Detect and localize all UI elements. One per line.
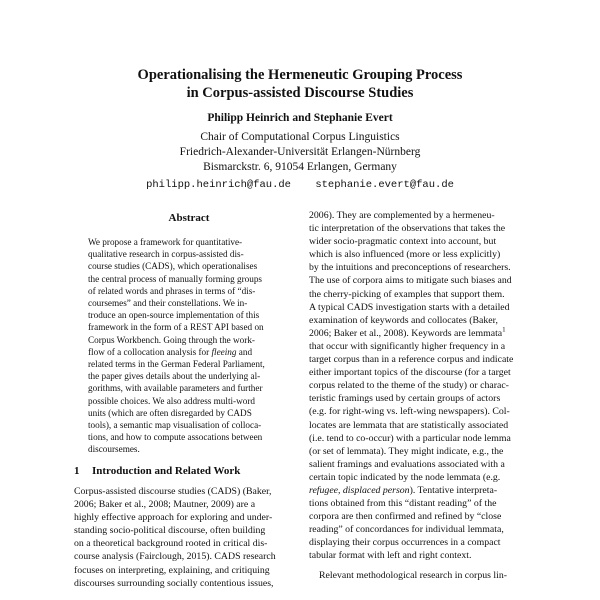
body-line: (or set of lemmata). They might indicate, e.g., the (309, 445, 504, 457)
paper-title-line-1: Operationalising the Hermeneutic Grouping Process (137, 67, 463, 83)
abstract-heading: Abstract (168, 212, 210, 224)
body-line: (e.g. for right-wing vs. left-wing newspapers). Col- (309, 406, 510, 418)
body-line: tic interpretation of the observations that takes the (309, 223, 506, 235)
body-line: examination of keywords and collocates (Baker, (309, 314, 498, 326)
body-line: displaying their corpus occurrences in a compact (309, 537, 501, 549)
authors: Philipp Heinrich and Stephanie Evert (207, 112, 393, 124)
body-line: teristic framings used by certain groups of actors (309, 393, 501, 405)
affiliation-line-1: Chair of Computational Corpus Linguistics (200, 131, 400, 143)
abstract-line: possible choices. We also address multi-word (88, 395, 255, 406)
body-line: tabular format with left and right context. (309, 550, 472, 562)
section-heading (74, 465, 304, 477)
body-line: (i.e. tend to co-occur) with a particular node lemma (309, 432, 511, 444)
body-line: on a theoretical background rooted in critical dis- (74, 538, 268, 550)
abstract-line-prefix: flow of a collocation analysis for (88, 346, 212, 357)
abstract-line: of related words and phrases in terms of “dis- (88, 285, 256, 296)
body-line: which is also influenced (more or less explicitly) (309, 249, 501, 261)
body-line: Relevant methodological research in corpus lin- (319, 569, 507, 581)
body-line: The use of corpora aims to mitigate such biases and (309, 275, 512, 287)
body-line-with-footnote (309, 327, 539, 340)
body-line: highly effective approach for exploring and under- (74, 512, 273, 524)
body-line: salient framings and evaluations associated with a (309, 458, 505, 470)
email-2[interactable]: stephanie.evert@fau.de (315, 179, 454, 191)
email-1[interactable]: philipp.heinrich@fau.de (146, 179, 291, 191)
abstract-line-with-italic (88, 346, 290, 358)
abstract-line: troduce an open-source implementation of this (88, 310, 260, 321)
abstract-line: discoursemes. (88, 444, 140, 455)
body-line: target corpus than in a reference corpus and indicate (309, 354, 514, 366)
body-line: either important topics of the discourse (for a target (309, 367, 511, 379)
body-line: reading” of concordances for individual lemmata, (309, 524, 504, 536)
body-line: the cherry-picking of examples that support them. (309, 288, 505, 300)
body-line: that occur with significantly higher frequency in a (309, 340, 506, 352)
body-line: standing socio-political discourse, often building (74, 525, 266, 537)
body-line: A typical CADS investigation starts with a detailed (309, 301, 510, 313)
body-line: discourses surrounding socially contentious issues, (74, 577, 274, 589)
abstract-line-suffix: and (236, 346, 253, 357)
body-line-with-italic (309, 484, 539, 497)
abstract-line: gorithms, with available parameters and further (88, 383, 263, 394)
affiliation-line-2: Friedrich-Alexander-Universität Erlangen-Nürnberg (179, 146, 421, 158)
section-number: 1 (74, 465, 80, 477)
body-line-text: 2006; Baker et al., 2008). Keywords are lemmata (309, 327, 503, 339)
abstract-line: Corpus Workbench. Going through the work- (88, 334, 255, 345)
body-line: 2006). They are complemented by a hermeneu- (309, 210, 495, 221)
body-line: course analysis (Fairclough, 2015). CADS research (74, 551, 276, 563)
body-line: tions obtained from this “distant reading” of the (309, 498, 497, 510)
section-title: Introduction and Related Work (92, 465, 241, 477)
italic-example: refugee, displaced person (309, 484, 410, 496)
section-body-right (309, 209, 539, 582)
body-line: certain topic indicated by the node lemmata (e.g. (309, 471, 501, 483)
affiliation-line-3: Bismarckstr. 6, 91054 Erlangen, Germany (203, 161, 397, 173)
abstract-line: related terms in the German Federal Parliament, (88, 359, 265, 370)
abstract-line: units (which are often disregarded by CADS (88, 407, 252, 418)
body-line: by the intuitions and preconceptions of researchers. (309, 262, 511, 274)
section-body-left (74, 485, 304, 590)
abstract-line: tools), a semantic map visualisation of colloca- (88, 420, 262, 431)
body-line: corpus related to the theme of the study) or charac- (309, 380, 509, 392)
emails (0, 179, 600, 191)
abstract-line: framework in the form of a REST API based on (88, 322, 264, 333)
paper-title-line-2: in Corpus-assisted Discourse Studies (186, 85, 414, 101)
abstract-body (88, 236, 290, 456)
abstract-line: coursemes” and their constellations. We in- (88, 298, 248, 309)
body-line: corpora are then confirmed and refined by “close (309, 511, 502, 523)
footnote-mark[interactable]: 1 (502, 326, 506, 334)
body-line: Corpus-assisted discourse studies (CADS) (Baker, (74, 486, 272, 497)
body-line: 2006; Baker et al., 2008; Mautner, 2009) are a (74, 499, 256, 511)
example-suffix: ). Tentative interpreta- (409, 484, 498, 496)
abstract-line: tions, and how to compute assocations between (88, 432, 263, 443)
body-line: wider socio-pragmatic context into account, but (309, 236, 497, 248)
abstract-line: the central process of manually forming groups (88, 273, 263, 284)
abstract-line: course studies (CADS), which operationalises (88, 261, 258, 272)
abstract-line: We propose a framework for quantitative- (88, 237, 243, 247)
body-line: focuses on interpreting, explaining, and critiquing (74, 564, 270, 576)
abstract-italic-word: fleeing (211, 346, 237, 357)
body-line: locates are lemmata that are statistically associated (309, 419, 509, 431)
abstract-line: the paper gives details about the underlying al- (88, 371, 261, 382)
abstract-line: qualitative research in corpus-assisted dis- (88, 249, 244, 260)
